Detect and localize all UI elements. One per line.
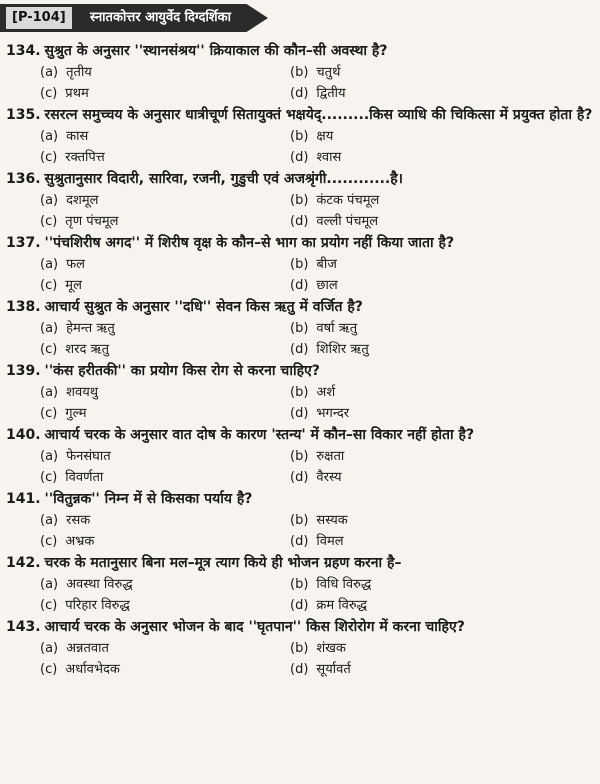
question-text	[6, 488, 594, 511]
option-key: (d)	[290, 277, 309, 293]
option-text: हेमन्त ऋतु	[66, 321, 115, 336]
question-stem: सुश्रुतानुसार विदारी, सारिवा, रजनी, गुडुची एवं अजश्रृंगी............है।	[44, 171, 403, 187]
option-text: वल्ली पंचमूल	[316, 213, 379, 229]
question-stem: ''कंस हरीतकी'' का प्रयोग किस रोग से करना चाहिए?	[44, 363, 320, 379]
option-key: (b)	[290, 385, 309, 400]
option-item	[290, 148, 540, 169]
options-grid	[6, 319, 594, 360]
option-key: (d)	[290, 469, 309, 485]
option-item	[40, 319, 290, 340]
option-item	[290, 63, 540, 84]
option-text: शंखक	[316, 641, 346, 656]
options-grid	[6, 255, 594, 296]
option-text: गुल्म	[65, 405, 87, 421]
option-text: फल	[66, 257, 85, 272]
option-item	[290, 255, 540, 276]
options-grid	[6, 511, 594, 552]
question-number: 136.	[6, 171, 41, 187]
option-key: (c)	[40, 341, 58, 357]
option-item	[40, 255, 290, 276]
page-code: [P-104]	[6, 7, 72, 29]
option-key: (b)	[290, 193, 309, 208]
option-key: (b)	[290, 257, 309, 272]
question-text	[6, 40, 594, 63]
question-text	[6, 104, 594, 127]
option-text: अर्श	[316, 385, 336, 400]
option-key: (d)	[290, 661, 309, 677]
option-item	[40, 660, 290, 681]
option-text: चतुर्थ	[316, 65, 341, 80]
option-key: (a)	[40, 257, 59, 272]
options-grid	[6, 639, 594, 680]
option-item	[40, 404, 290, 425]
option-item	[290, 84, 540, 105]
question-number: 134.	[6, 43, 41, 59]
options-grid	[6, 63, 594, 104]
option-item	[290, 639, 540, 660]
option-item	[40, 447, 290, 468]
option-item	[290, 404, 540, 425]
option-text: विमल	[316, 533, 344, 549]
option-key: (c)	[40, 149, 58, 165]
option-text: रसक	[66, 513, 91, 528]
option-item	[290, 191, 540, 212]
question-stem: ''पंचशिरीष अगद'' में शिरीष वृक्ष के कौन–से भाग का प्रयोग नहीं किया जाता है?	[44, 235, 455, 251]
option-text: द्वितीय	[316, 85, 346, 101]
option-item	[290, 276, 540, 297]
options-grid	[6, 383, 594, 424]
option-text: तृतीय	[66, 65, 92, 80]
option-key: (a)	[40, 577, 59, 592]
option-text: अभ्रक	[65, 533, 95, 549]
option-item	[40, 127, 290, 148]
option-key: (b)	[290, 641, 309, 656]
option-key: (d)	[290, 213, 309, 229]
option-key: (a)	[40, 65, 59, 80]
option-text: अवस्था विरुद्ध	[66, 577, 133, 592]
option-key: (d)	[290, 85, 309, 101]
option-text: क्षय	[316, 129, 334, 144]
option-key: (a)	[40, 449, 59, 464]
question-number: 140.	[6, 427, 41, 443]
option-key: (d)	[290, 341, 309, 357]
option-item	[290, 383, 540, 404]
question-block	[0, 296, 600, 360]
option-item	[40, 639, 290, 660]
option-key: (c)	[40, 277, 58, 293]
option-item	[40, 63, 290, 84]
option-key: (d)	[290, 533, 309, 549]
option-key: (a)	[40, 513, 59, 528]
option-text: सूर्यावर्त	[316, 661, 351, 677]
option-text: विधि विरुद्ध	[316, 577, 372, 592]
question-text	[6, 552, 594, 575]
option-text: दशमूल	[66, 193, 99, 208]
option-key: (a)	[40, 641, 59, 656]
option-item	[40, 596, 290, 617]
page-header	[0, 0, 600, 38]
question-block	[0, 552, 600, 616]
option-key: (b)	[290, 321, 309, 336]
question-block	[0, 232, 600, 296]
option-key: (a)	[40, 385, 59, 400]
option-item	[290, 447, 540, 468]
options-grid	[6, 191, 594, 232]
question-stem: रसरत्न समुच्चय के अनुसार धात्रीचूर्ण सितायुक्तं भक्षयेद्.........किस व्याधि की चिकित्सा में प्रयुक्त होता है?	[44, 107, 593, 123]
option-text: श्वास	[316, 149, 342, 165]
option-text: फेनसंघात	[66, 449, 111, 464]
option-item	[290, 575, 540, 596]
question-stem: आचार्य चरक के अनुसार भोजन के बाद ''घृतपान'' किस शिरोरोग में करना चाहिए?	[44, 619, 465, 635]
question-stem: आचार्य सुश्रुत के अनुसार ''दधि'' सेवन किस ऋतु में वर्जित है?	[44, 299, 363, 315]
option-text: बीज	[316, 257, 337, 272]
question-stem: चरक के मतानुसार बिना मल–मूत्र त्याग किये ही भोजन ग्रहण करना है–	[44, 555, 402, 571]
option-item	[290, 468, 540, 489]
option-text: छाल	[316, 277, 338, 293]
options-grid	[6, 127, 594, 168]
option-text: शवयथु	[66, 385, 99, 400]
option-text: क्रम विरुद्ध	[316, 597, 368, 613]
option-item	[290, 319, 540, 340]
option-item	[290, 532, 540, 553]
question-text	[6, 360, 594, 383]
option-key: (a)	[40, 129, 59, 144]
option-key: (c)	[40, 405, 58, 421]
option-item	[40, 191, 290, 212]
option-text: प्रथम	[65, 85, 89, 101]
option-text: शरद ऋतु	[65, 341, 109, 357]
question-number: 135.	[6, 107, 41, 123]
option-key: (c)	[40, 533, 58, 549]
option-item	[40, 468, 290, 489]
option-item	[290, 127, 540, 148]
option-text: विवर्णता	[65, 469, 104, 485]
option-key: (b)	[290, 513, 309, 528]
option-text: शिशिर ऋतु	[316, 341, 369, 357]
option-item	[40, 511, 290, 532]
question-number: 137.	[6, 235, 41, 251]
question-number: 138.	[6, 299, 41, 315]
option-item	[40, 212, 290, 233]
option-key: (c)	[40, 469, 58, 485]
option-key: (a)	[40, 321, 59, 336]
option-text: अर्धावभेदक	[65, 661, 120, 677]
option-item	[40, 340, 290, 361]
option-key: (c)	[40, 661, 58, 677]
option-text: कंटक पंचमूल	[316, 193, 380, 208]
option-key: (c)	[40, 85, 58, 101]
question-block	[0, 616, 600, 680]
option-key: (d)	[290, 597, 309, 613]
option-key: (a)	[40, 193, 59, 208]
option-key: (d)	[290, 149, 309, 165]
option-text: तृण पंचमूल	[65, 213, 119, 229]
option-text: भगन्दर	[316, 405, 350, 421]
option-text: वर्षा ऋतु	[316, 321, 358, 336]
question-block	[0, 104, 600, 168]
option-text: परिहार विरुद्ध	[65, 597, 130, 613]
question-stem: सुश्रुत के अनुसार ''स्थानसंश्रय'' क्रियाकाल की कौन–सी अवस्था है?	[44, 43, 388, 59]
question-block	[0, 424, 600, 488]
question-text	[6, 616, 594, 639]
book-title: स्नातकोत्तर आयुर्वेद दिग्दर्शिका	[90, 10, 232, 25]
option-item	[290, 212, 540, 233]
option-key: (d)	[290, 405, 309, 421]
question-number: 143.	[6, 619, 41, 635]
option-item	[290, 340, 540, 361]
question-block	[0, 168, 600, 232]
option-item	[40, 276, 290, 297]
question-stem: ''वितुन्नक'' निम्न में से किसका पर्याय है?	[44, 491, 253, 507]
question-block	[0, 40, 600, 104]
option-item	[40, 575, 290, 596]
question-number: 142.	[6, 555, 41, 571]
option-item	[40, 532, 290, 553]
options-grid	[6, 447, 594, 488]
option-key: (b)	[290, 65, 309, 80]
option-text: सस्यक	[316, 513, 348, 528]
option-key: (b)	[290, 449, 309, 464]
option-item	[40, 148, 290, 169]
options-grid	[6, 575, 594, 616]
option-item	[290, 596, 540, 617]
question-block	[0, 488, 600, 552]
question-number: 141.	[6, 491, 41, 507]
option-text: रक्तपित्त	[65, 149, 105, 165]
option-text: कास	[66, 129, 89, 144]
option-text: रुक्षता	[316, 449, 345, 464]
question-text	[6, 424, 594, 447]
option-item	[290, 511, 540, 532]
question-block	[0, 360, 600, 424]
option-text: वैरस्य	[316, 469, 342, 485]
option-key: (b)	[290, 129, 309, 144]
option-key: (c)	[40, 213, 58, 229]
option-text: अन्नतवात	[66, 641, 109, 656]
question-text	[6, 296, 594, 319]
option-text: मूल	[65, 277, 82, 293]
option-key: (c)	[40, 597, 58, 613]
question-stem: आचार्य चरक के अनुसार वात दोष के कारण 'स्तन्य' में कौन–सा विकार नहीं होता है?	[44, 427, 475, 443]
question-list	[0, 40, 600, 680]
question-number: 139.	[6, 363, 41, 379]
option-item	[40, 383, 290, 404]
option-item	[40, 84, 290, 105]
question-text	[6, 232, 594, 255]
option-key: (b)	[290, 577, 309, 592]
question-text	[6, 168, 594, 191]
option-item	[290, 660, 540, 681]
